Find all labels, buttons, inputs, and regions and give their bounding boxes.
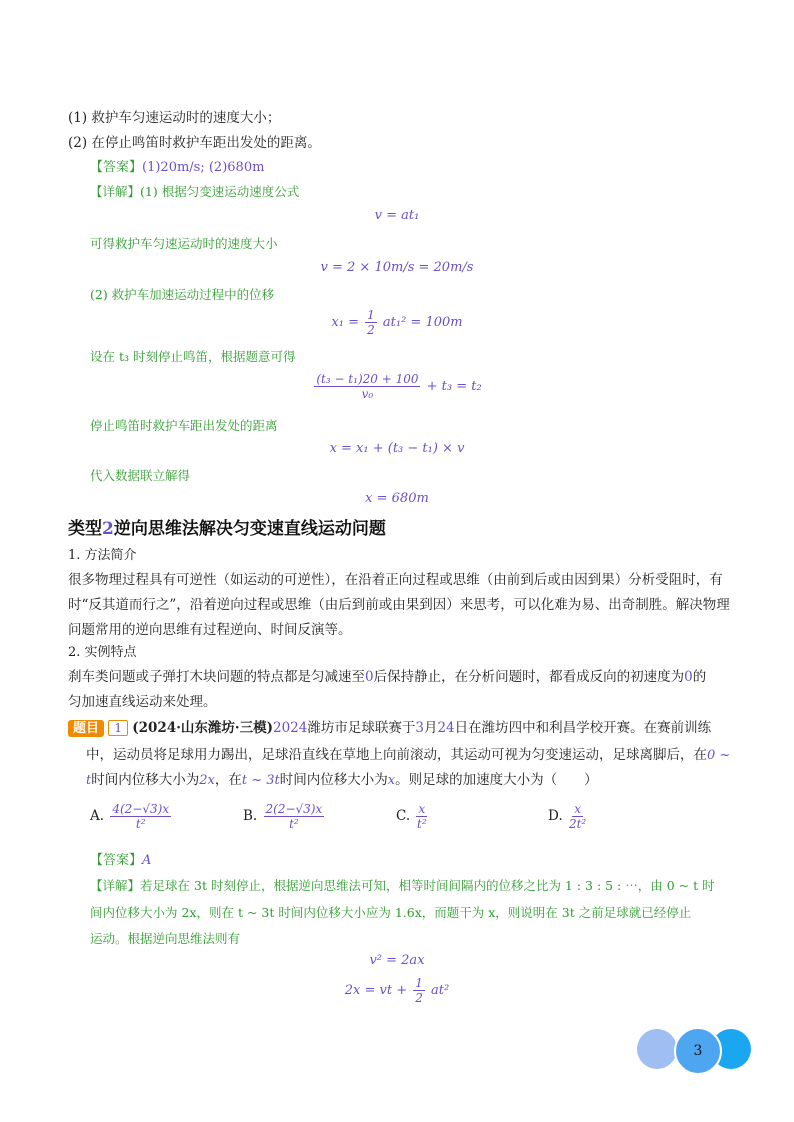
detail2-line-2: 间内位移大小为 2x，则在 t ~ 3t 时间内位移大小应为 1.6x，而题干为 x，则说明在 3t 之前足球就已经停止	[90, 905, 692, 920]
eq3-rhs: at₁² = 100m	[382, 315, 463, 330]
method-para-2b: 匀加速直线运动来处理。	[68, 694, 217, 710]
eq4-fraction	[314, 372, 420, 401]
option-c-fraction	[416, 802, 427, 831]
p-month: 3	[415, 720, 424, 736]
detail2-line-3: 运动。根据逆向思维法则有	[90, 931, 241, 946]
p-x: x	[387, 773, 396, 788]
section-prefix: 类型	[68, 519, 102, 539]
question-1: (1) 救护车匀速运动时的速度大小；	[68, 110, 281, 126]
method-heading-1: 1. 方法简介	[68, 548, 137, 563]
p-l1b: 潍坊市足球联赛于	[307, 720, 416, 736]
option-b-den: t²	[289, 817, 299, 831]
p2a-zero: 0	[365, 669, 374, 685]
option-d-label: D.	[548, 808, 563, 824]
answer-label: 【答案】	[90, 160, 143, 175]
problem-line-1	[68, 716, 711, 736]
answer2-label: 【答案】	[90, 853, 143, 868]
answer-block-2	[90, 849, 151, 868]
equation-x-680: x = 680m	[365, 491, 429, 506]
eq2x-lhs: 2x = vt +	[344, 983, 408, 998]
eq3-num: 1	[367, 308, 375, 322]
equation-v-20: v = 2 × 10m/s = 20m/s	[320, 260, 474, 275]
p-l1d: 月	[423, 720, 438, 736]
method-heading-2: 2. 实例特点	[68, 645, 137, 660]
section-number: 2	[102, 519, 114, 539]
problem-line-2	[86, 743, 730, 763]
detail2-line-1	[90, 876, 715, 894]
option-d-fraction	[569, 802, 586, 831]
option-a-label: A.	[90, 808, 105, 824]
equation-x-sum: x = x₁ + (t₃ − t₁) × v	[329, 441, 465, 456]
detail-line-1	[90, 182, 299, 200]
p-l2a: 中，运动员将足球用力踢出，足球沿直线在草地上向前滚动，其运动可视为匀变速运动，足球离脚后，在	[86, 747, 707, 763]
option-c[interactable]	[396, 802, 429, 831]
option-a-den: t²	[135, 817, 146, 831]
option-c-num: x	[418, 802, 426, 816]
eq2x-fraction	[413, 976, 425, 1005]
p-l3h: 。则足球的加速度大小为（ ）	[395, 772, 598, 788]
option-c-den: t²	[417, 817, 427, 831]
p-l2b: 0 ~	[707, 748, 731, 763]
question-2: (2) 在停止鸣笛时救护车距出发处的距离。	[68, 135, 321, 151]
eq2x-den: 2	[415, 991, 423, 1005]
detail-label: 【详解】	[90, 184, 141, 199]
detail-line-2: 可得救护车匀速运动时的速度大小	[90, 236, 278, 251]
detail-line-4: 设在 t₃ 时刻停止鸣笛，根据题意可得	[90, 349, 296, 364]
detail2-label: 【详解】	[90, 878, 141, 893]
problem-line-3	[86, 768, 598, 788]
equation-v2-2ax: v² = 2ax	[369, 953, 425, 968]
eq4-num: (t₃ − t₁)20 + 100	[316, 372, 419, 386]
answer-value: (1)20m/s; (2)680m	[142, 160, 265, 175]
detail-line-6: 代入数据联立解得	[90, 468, 191, 483]
eq4-rhs: + t₃ = t₂	[426, 379, 482, 394]
p-year: 2024	[273, 720, 308, 736]
option-c-label: C.	[396, 808, 411, 824]
detail-text: (1) 根据匀变速运动速度公式	[140, 184, 300, 199]
option-b-num: 2(2−√3)x	[265, 802, 323, 816]
equation-t3	[0, 372, 794, 401]
p-2x: 2x	[199, 773, 215, 788]
option-d[interactable]	[548, 802, 588, 831]
option-b-label: B.	[243, 808, 258, 824]
detail-line-3: (2) 救护车加速运动过程中的位移	[90, 287, 275, 302]
eq2x-num: 1	[415, 976, 423, 990]
method-para-1b: 时“反其道而行之”，沿着逆向过程或思维（由后到前或由果到因）来思考，可以化难为易、出奇制胜。解决物理	[68, 597, 730, 613]
p2a-pre: 刹车类问题或子弹打木块问题的特点都是匀减速至	[68, 669, 365, 685]
p2a-zero2: 0	[684, 669, 693, 685]
option-a[interactable]	[90, 802, 173, 831]
detail2-text-1: 若足球在 3t 时刻停止，根据逆向思维法可知，相等时间间隔内的位移之比为 1 : 3 : 5 : ⋯，由 0 ~ t 时	[140, 878, 715, 893]
problem-tag: 题目	[68, 720, 104, 737]
answer-block-1	[90, 156, 264, 175]
option-b-fraction	[264, 802, 325, 831]
eq4-den: v₀	[361, 387, 374, 401]
option-a-fraction	[110, 802, 171, 831]
answer2-value: A	[142, 853, 152, 868]
section-title: 逆向思维法解决匀变速直线运动问题	[113, 519, 386, 539]
equation-x1	[0, 308, 794, 337]
section-heading	[68, 514, 386, 539]
eq3-fraction	[365, 308, 377, 337]
equation-2x	[0, 976, 794, 1005]
option-d-num: x	[574, 802, 581, 816]
detail-line-5: 停止鸣笛时救护车距出发处的距离	[90, 418, 278, 433]
problem-number: 1	[108, 720, 128, 736]
method-para-2a	[68, 665, 706, 685]
option-b[interactable]	[243, 802, 326, 831]
eq3-lhs: x₁ =	[331, 315, 359, 330]
method-para-1c: 问题常用的逆向思维有过程逆向、时间反演等。	[68, 622, 352, 638]
p-day: 24	[437, 720, 455, 736]
problem-source: (2024·山东潍坊·三模)	[132, 720, 273, 736]
page-badge-circle-left	[637, 1029, 677, 1069]
p-l3b: 时间内位移大小为	[91, 772, 200, 788]
method-para-1a: 很多物理过程具有可逆性（如运动的可逆性），在沿着正向过程或思维（由前到后或由因到果）分析受阻时，有	[68, 572, 723, 588]
p-l3f: 时间内位移大小为	[279, 772, 388, 788]
option-a-num: 4(2−√3)x	[112, 802, 170, 816]
p-l1f: 日在潍坊四中和利昌学校开赛。在赛前训练	[454, 720, 712, 736]
eq3-den: 2	[367, 323, 375, 337]
p-t: t	[86, 773, 92, 788]
p2a-mid: 后保持静止，在分析问题时，都看成反向的初速度为	[373, 669, 685, 685]
page-number: 3	[674, 1027, 722, 1075]
eq2x-rhs: at²	[431, 983, 450, 998]
equation-v-at1: v = at₁	[374, 208, 420, 223]
p2a-post: 的	[692, 669, 707, 685]
p-t3t: t ~ 3t	[241, 773, 280, 788]
p-l3d: ，在	[214, 772, 242, 788]
option-d-den: 2t²	[568, 817, 587, 831]
